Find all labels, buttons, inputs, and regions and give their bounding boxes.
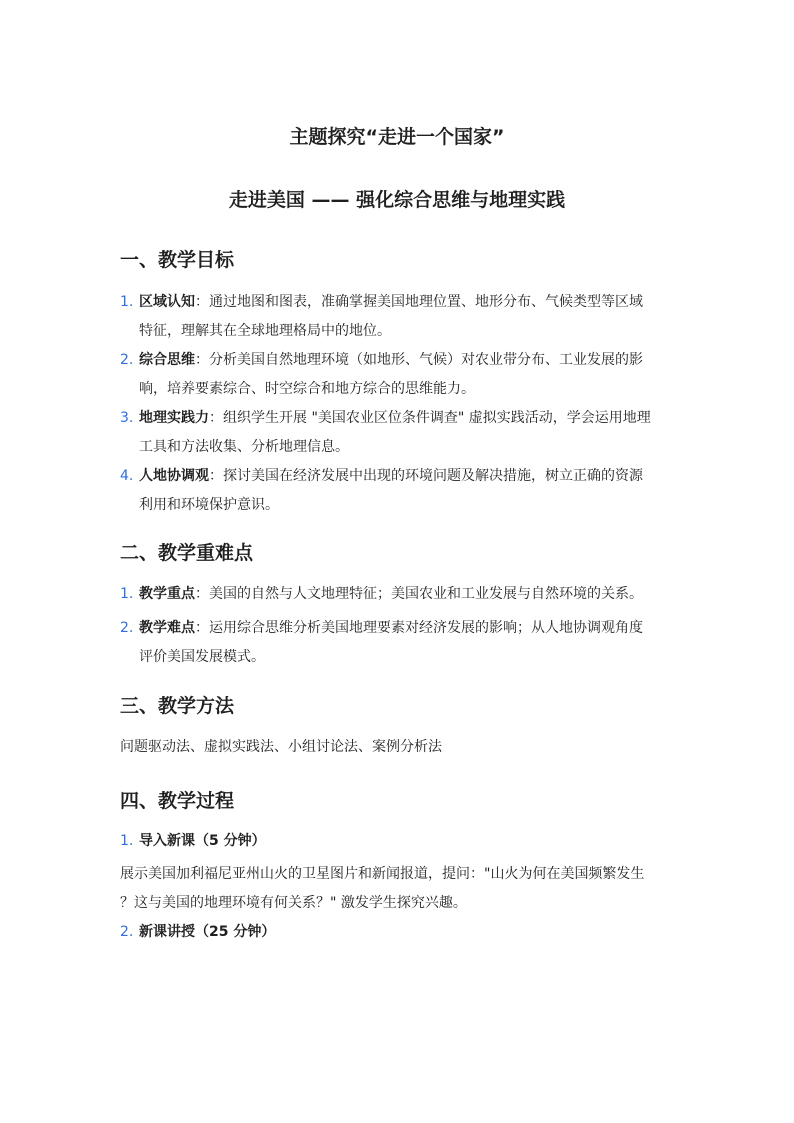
goal-label: 地理实践力	[139, 410, 209, 426]
goal-text: ：组织学生开展 "美国农业区位条件调查" 虚拟实践活动，学会运用地理	[209, 410, 651, 426]
goal-text: ：分析美国自然地理环境（如地形、气候）对农业带分布、工业发展的影	[195, 352, 643, 368]
step-description-line: 展示美国加利福尼亚州山火的卫星图片和新闻报道，提问："山火为何在美国频繁发生	[120, 866, 645, 882]
methods-text: 问题驱动法、虚拟实践法、小组讨论法、案例分析法	[120, 739, 442, 755]
step-description-line: ？这与美国的地理环境有何关系？" 激发学生探究兴趣。	[120, 895, 467, 911]
step-label: 新课讲授（25 分钟）	[139, 924, 276, 940]
list-number: 4.	[120, 468, 134, 484]
step-description	[120, 860, 680, 918]
goal-text-cont: 工具和方法收集、分析地理信息。	[139, 439, 349, 455]
key-point-label: 教学难点	[139, 620, 195, 636]
goal-item	[120, 346, 680, 404]
list-number: 2.	[120, 620, 134, 636]
document-title: 主题探究“走进一个国家”	[289, 126, 505, 148]
key-point-item	[120, 580, 680, 609]
key-point-item	[120, 614, 680, 672]
list-number: 1.	[120, 586, 134, 602]
key-point-text: ：美国的自然与人文地理特征；美国农业和工业发展与自然环境的关系。	[195, 586, 643, 602]
goal-label: 综合思维	[139, 352, 195, 368]
document-subtitle: 走进美国 —— 强化综合思维与地理实践	[228, 189, 566, 211]
step-label: 导入新课（5 分钟）	[139, 833, 266, 849]
list-number: 1.	[120, 294, 134, 310]
goal-label: 区域认知	[139, 294, 195, 310]
goal-text: ：探讨美国在经济发展中出现的环境问题及解决措施，树立正确的资源	[209, 468, 643, 484]
goal-item	[120, 288, 680, 346]
goal-text-cont: 响，培养要素综合、时空综合和地方综合的思维能力。	[139, 381, 475, 397]
process-step	[120, 827, 680, 856]
section-heading-goals: 一、教学目标	[120, 249, 235, 271]
goal-text: ：通过地图和图表，准确掌握美国地理位置、地形分布、气候类型等区域	[195, 294, 643, 310]
goal-label: 人地协调观	[139, 468, 209, 484]
section-heading-process: 四、教学过程	[120, 790, 235, 812]
goal-text-cont: 利用和环境保护意识。	[139, 497, 279, 513]
process-step	[120, 918, 680, 947]
list-number: 3.	[120, 410, 134, 426]
section-heading-key-points: 二、教学重难点	[120, 542, 254, 564]
list-number: 1.	[120, 833, 134, 849]
list-number: 2.	[120, 352, 134, 368]
list-number: 2.	[120, 924, 134, 940]
key-point-text-cont: 评价美国发展模式。	[139, 649, 265, 665]
key-point-text: ：运用综合思维分析美国地理要素对经济发展的影响；从人地协调观角度	[195, 620, 643, 636]
key-point-label: 教学重点	[139, 586, 195, 602]
goal-text-cont: 特征，理解其在全球地理格局中的地位。	[139, 323, 391, 339]
goal-item	[120, 462, 680, 520]
section-heading-methods: 三、教学方法	[120, 695, 235, 717]
goal-item	[120, 404, 680, 462]
